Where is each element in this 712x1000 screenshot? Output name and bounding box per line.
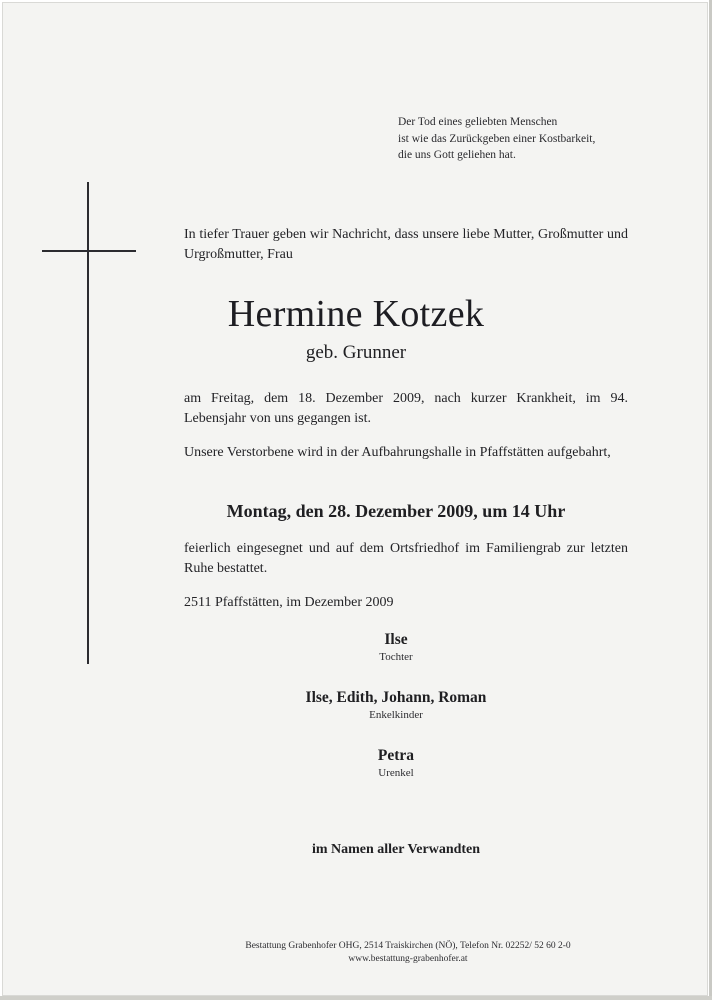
mourner-relation: Enkelkinder — [369, 709, 423, 721]
blessing-text: feierlich eingesegnet und auf dem Ortsfriedhof im Familiengrab zur letzten Ruhe bestattet. — [184, 541, 628, 576]
on-behalf-of-relatives: im Namen aller Verwandten — [311, 842, 481, 857]
mourner-relation: Tochter — [379, 651, 413, 663]
place-and-date: 2511 Pfaffstätten, im Dezember 2009 — [184, 595, 394, 610]
cross-vertical-bar — [87, 182, 89, 664]
mourner-names: Ilse — [384, 631, 408, 648]
death-notice: am Freitag, dem 18. Dezember 2009, nach kurzer Krankheit, im 94. Lebensjahr von uns gegangen ist. — [184, 391, 628, 426]
page-bottom-shadow — [0, 996, 712, 1000]
mourner-names: Petra — [377, 747, 415, 764]
birth-name: geb. Grunner — [305, 342, 407, 363]
funeral-date: Montag, den 28. Dezember 2009, um 14 Uhr — [226, 501, 566, 521]
memorial-quote — [398, 114, 668, 164]
quote-line-1: Der Tod eines geliebten Menschen — [398, 116, 558, 128]
cross-horizontal-bar — [42, 250, 136, 252]
deceased-name: Hermine Kotzek — [227, 293, 485, 335]
intro-text: In tiefer Trauer geben wir Nachricht, dass unsere liebe Mutter, Großmutter und Urgroßmutter, Frau — [184, 227, 628, 262]
funeral-home-info: Bestattung Grabenhofer OHG, 2514 Traiskirchen (NÖ), Telefon Nr. 02252/ 52 60 2-0 — [245, 941, 571, 951]
quote-line-2: ist wie das Zurückgeben einer Kostbarkeit, — [398, 132, 596, 145]
mourner-names: Ilse, Edith, Johann, Roman — [305, 689, 487, 706]
mourner-relation: Urenkel — [378, 767, 414, 779]
funeral-home-website: www.bestattung-grabenhofer.at — [348, 954, 468, 964]
laid-out-notice: Unsere Verstorbene wird in der Aufbahrungshalle in Pfaffstätten aufgebahrt, — [184, 445, 611, 460]
quote-line-3: die uns Gott geliehen hat. — [398, 149, 516, 161]
